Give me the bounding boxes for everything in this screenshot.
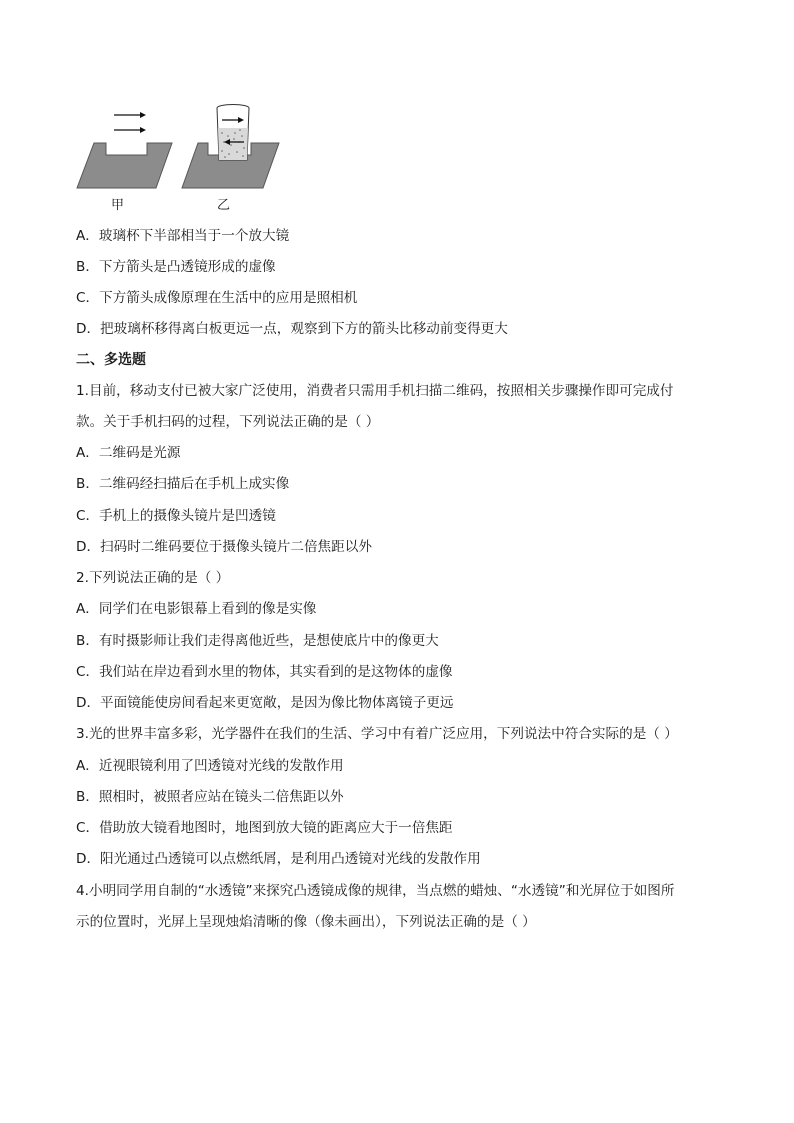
left-arrow-top-head (140, 112, 146, 118)
option-b: B．下方箭头是凸透镜形成的虚像 (76, 259, 276, 275)
option-d: D．平面镜能使房间看起来更宽敞，是因为像比物体离镜子更远 (76, 695, 454, 711)
section-heading: 二、多选题 (76, 352, 146, 368)
option-d: D．阳光通过凸透镜可以点燃纸屑，是利用凸透镜对光线的发散作用 (76, 851, 481, 867)
option-b: B．二维码经扫描后在手机上成实像 (76, 476, 290, 492)
option-c: C．手机上的摄像头镜片是凹透镜 (76, 508, 276, 524)
question-stem: 1.目前，移动支付已被大家广泛使用，消费者只需用手机扫描二维码，按照相关步骤操作即可完成付 (76, 383, 674, 399)
figure-label-left: 甲 (111, 198, 125, 213)
option-d: D．扫码时二维码要位于摄像头镜片二倍焦距以外 (76, 539, 372, 555)
option-c: C．我们站在岸边看到水里的物体，其实看到的是这物体的虚像 (76, 664, 453, 680)
option-a: A．二维码是光源 (76, 445, 181, 461)
question-stem: 3.光的世界丰富多彩，光学器件在我们的生活、学习中有着广泛应用，下列说法中符合实际的是（ ） (76, 726, 678, 742)
option-d: D．把玻璃杯移得离白板更远一点，观察到下方的箭头比移动前变得更大 (76, 321, 508, 337)
question-stem: 2.下列说法正确的是（ ） (76, 570, 230, 586)
question-stem: 款。关于手机扫码的过程，下列说法正确的是（ ） (76, 414, 380, 430)
option-b: B．有时摄影师让我们走得离他近些，是想使底片中的像更大 (76, 633, 439, 649)
option-b: B．照相时，被照者应站在镜头二倍焦距以外 (76, 789, 344, 805)
experiment-figure (74, 100, 284, 215)
option-c: C．借助放大镜看地图时，地图到放大镜的距离应大于一倍焦距 (76, 820, 453, 836)
left-arrow-bottom-head (140, 127, 146, 133)
question-stem: 4.小明同学用自制的“水透镜”来探究凸透镜成像的规律，当点燃的蜡烛、“水透镜”和光屏位于如图所 (76, 883, 675, 899)
option-a: A．同学们在电影银幕上看到的像是实像 (76, 601, 317, 617)
option-a: A．玻璃杯下半部相当于一个放大镜 (76, 228, 290, 244)
option-a: A．近视眼镜利用了凹透镜对光线的发散作用 (76, 758, 344, 774)
question-stem: 示的位置时，光屏上呈现烛焰清晰的像（像未画出），下列说法正确的是（ ） (76, 914, 536, 930)
figure-label-right: 乙 (217, 198, 231, 213)
left-board (77, 143, 172, 188)
option-c: C．下方箭头成像原理在生活中的应用是照相机 (76, 290, 358, 306)
